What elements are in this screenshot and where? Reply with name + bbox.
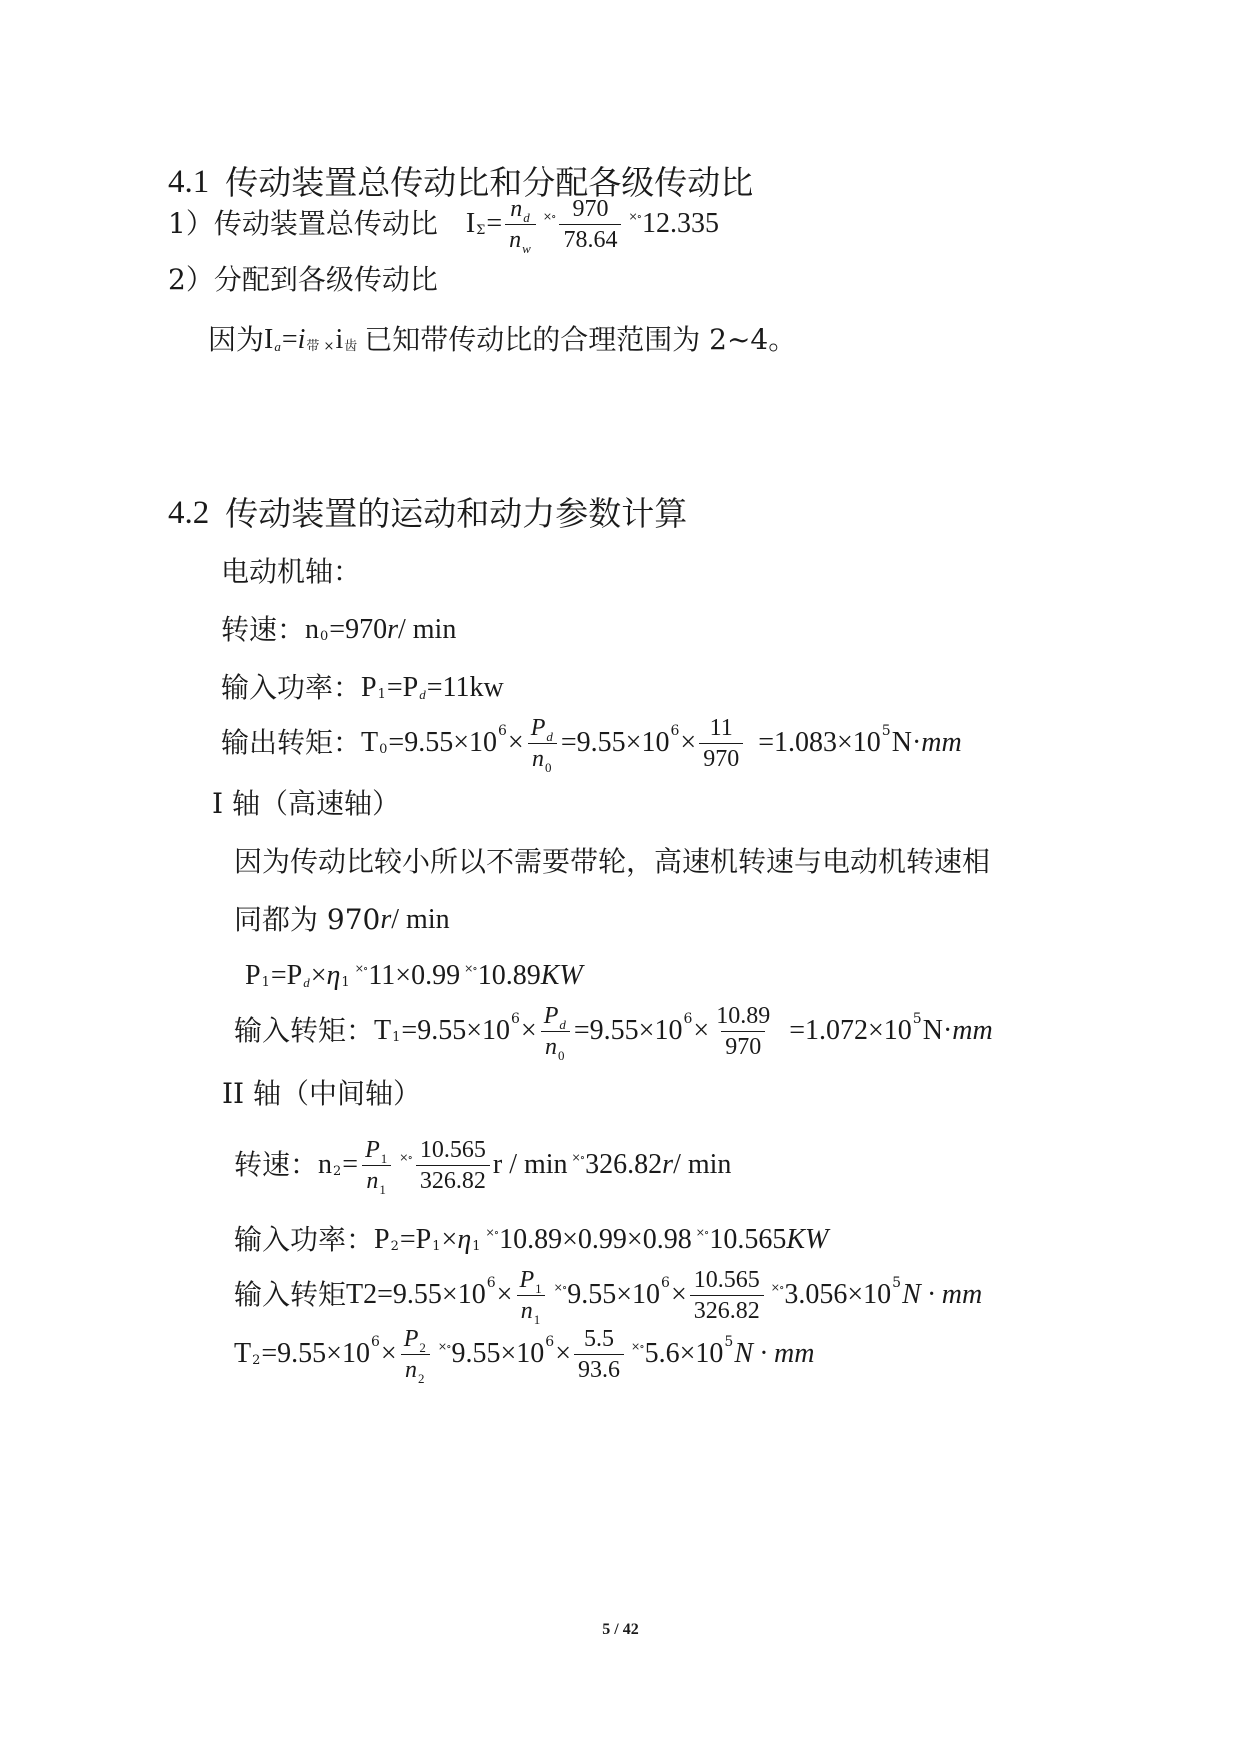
var-sub: 2 [252,1352,261,1368]
exp: 6 [661,1275,670,1291]
times: × [310,960,327,991]
den: 78.64 [559,224,621,252]
eq: =P [386,672,419,703]
fraction-p1-n1 [515,1266,546,1327]
num: P [365,1136,380,1163]
coef: 9.55×10 [451,1338,545,1369]
exp: 6 [683,1011,693,1027]
shaft1-note-line1 [234,845,991,878]
unit-dot: · [942,1015,953,1046]
num: 970 [572,195,609,222]
var-sub: 2 [390,1238,399,1254]
calc: 11×0.99 [368,960,461,991]
approx-mark: ×∘ [770,1280,784,1294]
approx-mark: ×∘ [399,1150,412,1164]
fraction-pd-n0 [540,1002,571,1063]
num-sub: 1 [380,1150,388,1166]
unit: N · mm [734,1338,815,1369]
den-sub: w [522,240,531,256]
note-text: 同都为 970 [234,903,381,936]
ia-symbol: I [264,324,274,355]
unit-mm: mm [921,727,962,758]
approx-mark: ×∘ [464,961,477,975]
result: =1.083×10 [758,727,881,758]
unit-r: r [662,1149,674,1180]
den-sub: 0 [545,759,552,775]
label: 输出转矩： [221,726,362,759]
shaft2-heading [222,1077,422,1110]
num: P [519,1266,535,1293]
unit-dot: · [911,727,922,758]
times: × [496,1279,513,1310]
fraction-970-78 [559,197,621,252]
var: P [245,960,261,991]
value: =11kw [426,672,504,703]
eta: η [457,1224,472,1255]
since-text: 因为 [208,323,265,356]
heading-text: 电动机轴： [221,555,362,588]
den-sub: 0 [558,1047,565,1063]
approx-mark: ×∘ [571,1150,585,1164]
num: 10.565 [693,1266,760,1293]
num: P [530,714,546,741]
i-belt: i [297,324,306,355]
times: × [680,727,697,758]
approx-mark: ×∘ [695,1225,709,1239]
den: 326.82 [416,1165,490,1193]
result: 10.89 [477,960,541,991]
den: n [532,745,545,772]
result: 5.6×10 [644,1338,724,1369]
times: × [441,1224,458,1255]
result: 326.82 [585,1149,663,1180]
shaft2-speed-line [234,1136,732,1197]
num: 10.565 [419,1136,486,1163]
times: × [555,1338,571,1369]
num: 10.89 [716,1002,771,1029]
exp: 6 [670,723,680,739]
approx-mark: ×∘ [437,1339,451,1353]
den: n [405,1356,418,1383]
ia-sub: a [274,338,281,354]
shaft1-note-line2 [234,903,450,936]
unit: KW [540,960,583,991]
label: 输入功率： [234,1223,375,1256]
unit: KW [786,1224,829,1255]
fraction-970-2968 [416,1138,490,1193]
var-sub: d [303,974,310,990]
coef: 9.55×10 [567,1279,661,1310]
den-sub: 1 [533,1311,541,1327]
shaft1-heading [212,787,400,820]
coef: =9.55×10 [261,1338,370,1369]
eq: = [342,1149,359,1180]
fraction-1089-970 [712,1004,774,1059]
section-title: 传动装置的运动和动力参数计算 [225,494,688,533]
equals: = [281,324,298,355]
var: n [318,1149,333,1180]
num-sub: d [523,209,530,225]
unit-n: N [891,727,912,758]
equals: = [486,208,503,239]
label: 转速： [221,613,306,646]
ratio-sub: Σ [476,222,486,238]
var-sub: 0 [320,628,329,644]
result: =1.072×10 [789,1015,912,1046]
shaft2-torque-line [234,1266,983,1327]
var: n [305,614,320,645]
eq: =P [399,1224,432,1255]
coef: =9.55×10 [388,727,497,758]
den: n [520,1297,533,1324]
var-sub: 1 [261,974,270,990]
fraction-p2-n2 [400,1325,431,1386]
shaft1-torque-line [234,1002,993,1063]
var: T [234,1338,252,1369]
num: n [510,195,523,222]
times: × [670,1279,687,1310]
fraction-n0-ibelt [361,1136,392,1197]
label: 输入功率： [221,671,362,704]
section-title: 传动装置总传动比和分配各级传动比 [225,163,754,202]
result: 3.056×10 [784,1279,892,1310]
i-gear-sub: 齿 [344,338,358,354]
label: 输入转矩 [234,1278,347,1311]
num-sub: d [546,728,553,744]
var: T2 [346,1279,378,1310]
label: 转速： [234,1148,319,1181]
var-sub: d [419,686,426,702]
i-belt-sub: 带 × [306,338,335,354]
unit: N · mm [902,1279,983,1310]
eq: =P [270,960,303,991]
page-number: 5 / 42 [602,1621,639,1638]
num: 5.5 [584,1325,614,1352]
den: 970 [721,1031,765,1059]
var: P [374,1224,390,1255]
exp: 5 [892,1275,902,1291]
result: 10.565 [709,1224,787,1255]
distribute-ratio-line [168,263,438,296]
fraction-nd-nw [505,195,536,256]
exp: 6 [486,1275,496,1291]
range-text: 已知带传动比的合理范围为 2~4。 [364,323,797,356]
heading-text: I 轴（高速轴） [212,787,400,820]
var-sub: 1 [377,686,386,702]
item-label: 1）传动装置总传动比 [168,207,438,240]
times: × [380,1338,397,1369]
unit-r: r [387,614,398,645]
exp: 5 [724,1334,734,1350]
section-number: 4.1 [168,164,210,200]
unit-r: r [380,904,392,935]
shaft2-t2-line [234,1325,815,1386]
var: T [361,727,379,758]
exp: 6 [370,1334,380,1350]
exp: 6 [545,1334,555,1350]
den-sub: 1 [379,1181,386,1197]
var-sub: 2 [333,1163,342,1179]
unit-n: N [922,1015,943,1046]
item-label: 2）分配到各级传动比 [168,263,438,296]
note-text: 因为传动比较小所以不需要带轮，高速机转速与电动机转速相 [234,845,991,878]
den: n [545,1033,558,1060]
num: 11 [709,714,733,741]
unit-min: / min [398,614,457,645]
den: 970 [699,743,743,771]
approx-mark: ×∘ [354,961,368,975]
times: × [693,1015,710,1046]
num-sub: d [559,1016,566,1032]
eta-sub: 1 [341,974,350,990]
shaft2-power-line [234,1223,829,1256]
exp: 5 [881,723,891,739]
var: P [361,672,377,703]
motor-shaft-heading [221,555,362,588]
times: × [507,727,524,758]
unit-min: / min [391,904,450,935]
approx-mark: ×∘ [485,1225,499,1239]
eta-sub: 1 [472,1238,481,1254]
section-4-2-heading [168,494,688,533]
i-gear: i [335,324,344,355]
fraction-10565-32682 [690,1268,764,1323]
motor-torque-line [221,714,962,775]
approx-mark: ×∘ [631,1339,644,1353]
den-sub: 2 [418,1370,425,1386]
approx-mark: ×∘ [553,1280,567,1294]
fraction-55-936 [574,1327,624,1382]
unit: r / min [492,1149,568,1180]
var-sub: 1 [392,1029,401,1045]
value: =970 [329,614,388,645]
section-4-1-heading [168,163,754,202]
fraction-11-970 [699,716,743,771]
den: 326.82 [690,1295,764,1323]
times: × [520,1015,537,1046]
motor-power-line [221,671,504,704]
approx-mark: ×∘ [542,209,556,223]
num: P [403,1325,419,1352]
num-sub: 2 [419,1339,426,1355]
label: 输入转矩： [234,1014,375,1047]
total-ratio-line [168,195,720,256]
heading-text: II 轴（中间轴） [222,1077,422,1110]
calc: 10.89×0.99×0.98 [499,1224,692,1255]
section-number: 4.2 [168,495,210,531]
exp: 5 [912,1011,922,1027]
coef: =9.55×10 [377,1279,486,1310]
exp: 6 [498,723,507,739]
num: P [543,1002,559,1029]
motor-speed-line [221,613,457,646]
coef: =9.55×10 [573,1015,683,1046]
eta: η [326,960,341,991]
exp: 6 [511,1011,520,1027]
fraction-pd-n0 [527,714,558,775]
coef: =9.55×10 [401,1015,510,1046]
unit-min: / min [673,1149,732,1180]
approx-mark: ×∘ [628,209,642,223]
result: 12.335 [642,208,720,239]
den: n [509,226,522,253]
den: 93.6 [574,1354,624,1382]
ratio-symbol: I [465,208,476,239]
unit-mm: mm [952,1015,993,1046]
num-sub: 1 [535,1280,542,1296]
den: n [366,1167,379,1194]
var: T [374,1015,392,1046]
shaft1-power-line [245,962,583,990]
ratio-range-line [208,323,797,356]
var-sub: 1 [432,1238,441,1254]
coef: =9.55×10 [560,727,670,758]
var-sub: 0 [379,741,388,757]
